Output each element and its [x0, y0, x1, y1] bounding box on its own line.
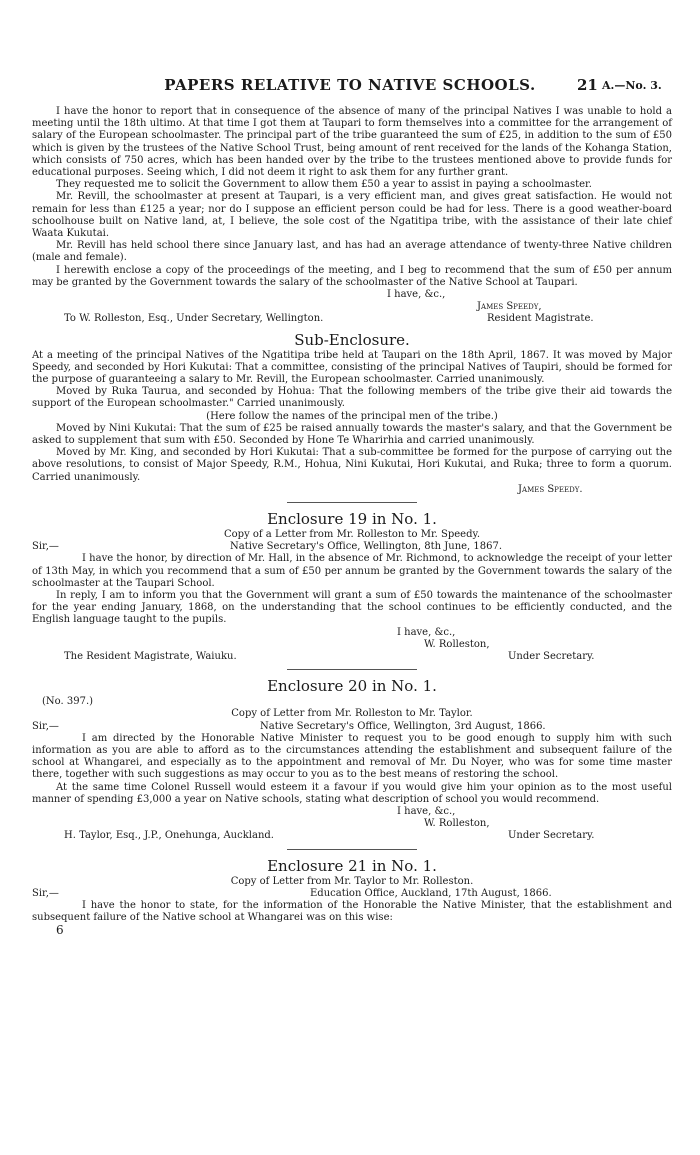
signature-mark: 6 [56, 923, 64, 938]
closing: I have, &c., [397, 626, 456, 638]
salutation: Sir,— [32, 887, 59, 899]
closing-line [32, 627, 672, 639]
divider [287, 502, 417, 503]
addressee-line [32, 651, 672, 663]
closing-line [32, 289, 672, 301]
signature: W. Rolleston, [424, 818, 490, 830]
signature: James Speedy. [518, 483, 583, 495]
salutation-line [32, 721, 672, 733]
salutation-line [32, 541, 672, 553]
letter-speedy [32, 106, 672, 326]
signer-title: Under Secretary. [508, 830, 595, 842]
signer-title: Under Secretary. [508, 651, 595, 663]
paragraph: Mr. Revill, the schoolmaster at present at Taupari, is a very efficient man, and gives great satisfaction. He would not remain for less than £125 a year; nor do I suppose an efficient person could be had for less. There is a good weather-board schoolhouse built on Native land, at, I believe, the sole cost of the Ngatitipa tribe, with the assistance of their late chief Waata Kukutai. [32, 191, 672, 240]
closing: I have, &c., [397, 806, 456, 818]
sender-address: Native Secretary's Office, Wellington, 8th June, 1867. [230, 541, 503, 553]
paragraph: I am directed by the Honorable Native Minister to request you to be good enough to supply him with such information as you are able to afford as to the circumstances attending the establishment and subsequent failure of the school at Whangarei, and especially as to the appointment and removal of Mr. Du Noyer, who was for some time master there, together with such suggestions as may occur to you as to the best means of restoring the school. [32, 732, 672, 781]
paragraph: Moved by Mr. King, and seconded by Hori Kukutai: That a sub-committee be formed for the purpose of carrying out the above resolutions, to consist of Major Speedy, R.M., Hohua, Nini Kukutai, Hori Kukutai, and Ruka; three to form a quorum. Carried unanimously. [32, 447, 672, 483]
salutation: Sir,— [32, 541, 59, 553]
editorial-note: (Here follow the names of the principal men of the tribe.) [206, 410, 498, 422]
divider [287, 669, 417, 670]
addressee-line [32, 830, 672, 842]
divider [287, 849, 417, 850]
running-title: PAPERS RELATIVE TO NATIVE SCHOOLS. [164, 76, 536, 94]
document-body [32, 106, 672, 937]
paragraph: They requested me to solicit the Government to allow them £50 a year to assist in paying a schoolmaster. [56, 179, 592, 191]
salutation: Sir,— [32, 720, 59, 732]
series-number: A.—No. 3. [602, 79, 662, 92]
enclosure-21 [32, 856, 672, 937]
copy-line: Copy of a Letter from Mr. Rolleston to Mr. Speedy. [224, 529, 480, 541]
addressee: The Resident Magistrate, Waiuku. [64, 651, 237, 663]
paragraph: Moved by Ruka Taurua, and seconded by Hohua: That the following members of the tribe give their aid towards the support of the European schoolmaster." Carried unanimously. [32, 386, 672, 410]
section-heading: Enclosure 21 in No. 1. [267, 856, 437, 875]
sub-enclosure [32, 330, 672, 496]
sender-address: Native Secretary's Office, Wellington, 3rd August, 1866. [260, 720, 546, 732]
signer-title: Resident Magistrate. [487, 313, 594, 325]
copy-line: Copy of Letter from Mr. Rolleston to Mr. Taylor. [231, 708, 473, 720]
copy-line: Copy of Letter from Mr. Taylor to Mr. Rolleston. [230, 875, 474, 887]
footer-mark-line [32, 924, 672, 936]
page-header [0, 76, 700, 100]
sender-address: Education Office, Auckland, 17th August, 1866. [310, 887, 552, 899]
enclosure-20 [32, 676, 672, 842]
number-line [32, 696, 672, 708]
paragraph: Moved by Nini Kukutai: That the sum of £25 be raised annually towards the master's salary, and that the Government be asked to supplement that sum with £50. Seconded by Hone Te Wharirhia and carried unanimously. [32, 422, 672, 447]
page-number: 21 [577, 76, 598, 94]
paragraph: Mr. Revill has held school there since January last, and has had an average attendance of twenty-three Native children (male and female). [32, 240, 672, 264]
section-heading: Sub-Enclosure. [294, 330, 410, 349]
paragraph: In reply, I am to inform you that the Government will grant a sum of £50 towards the maintenance of the schoolmaster for the year ending January, 1868, on the understanding that the school continues to be efficiently conducted, and the English language taught to the pupils. [32, 590, 672, 626]
salutation-line [32, 888, 672, 900]
signature: W. Rolleston, [424, 638, 490, 650]
paragraph: At a meeting of the principal Natives of the Ngatitipa tribe held at Taupari on the 18th April, 1867. It was moved by Major Speedy, and seconded by Hori Kukutai: That a committee, consisting of the principal Natives of Taupiri, should be formed for the purpose of guaranteeing a salary to Mr. Revill, the European schoolmaster. Carried unanimously. [32, 349, 672, 386]
closing-line [32, 806, 672, 818]
paragraph: I herewith enclose a copy of the proceedings of the meeting, and I beg to recommend that the sum of £50 per annum may be granted by the Government towards the salary of the schoolmaster of the Native School at Taupari. [32, 264, 672, 288]
paragraph: I have the honor to report that in consequence of the absence of many of the principal Natives I was unable to hold a meeting until the 18th ultimo. At that time I got them at Taupari to form themselves into a committee for the arrangement of salary of the European schoolmaster. The principal part of the tribe guaranteed the sum of £25, in addition to the sum of £50 which is given by the trustees of the Native School Trust, being amount of rent received for the lands of the Kohanga Station, which consists of 750 acres, which has been handed over by the tribe to the trustees mentioned above to provide funds for educational purposes. Seeing which, I did not deem it right to ask them for any further grant. [32, 106, 672, 179]
signature: James Speedy, [477, 301, 542, 313]
enclosure-19 [32, 509, 672, 663]
paragraph: At the same time Colonel Russell would esteem it a favour if you would give him your opinion as to the most useful manner of spending £3,000 a year on Native schools, stating what description of school you would recommend. [32, 781, 672, 805]
addressee-line [32, 313, 672, 325]
letter-number: (No. 397.) [42, 696, 94, 708]
section-heading: Enclosure 20 in No. 1. [267, 677, 437, 696]
addressee: To W. Rolleston, Esq., Under Secretary, Wellington. [64, 313, 324, 325]
section-heading: Enclosure 19 in No. 1. [267, 510, 437, 529]
addressee: H. Taylor, Esq., J.P., Onehunga, Auckland. [64, 830, 274, 842]
closing: I have, &c., [387, 289, 446, 301]
paragraph: I have the honor, by direction of Mr. Hall, in the absence of Mr. Richmond, to acknowledge the receipt of your letter of 13th May, in which you recommend that a sum of £50 per annum be granted by the Government towards the salary of the schoolmaster at the Taupari School. [32, 553, 672, 589]
paragraph: I have the honor to state, for the information of the Honorable the Native Minister, that the establishment and subsequent failure of the Native school at Whangarei was on this wise: [32, 900, 672, 924]
